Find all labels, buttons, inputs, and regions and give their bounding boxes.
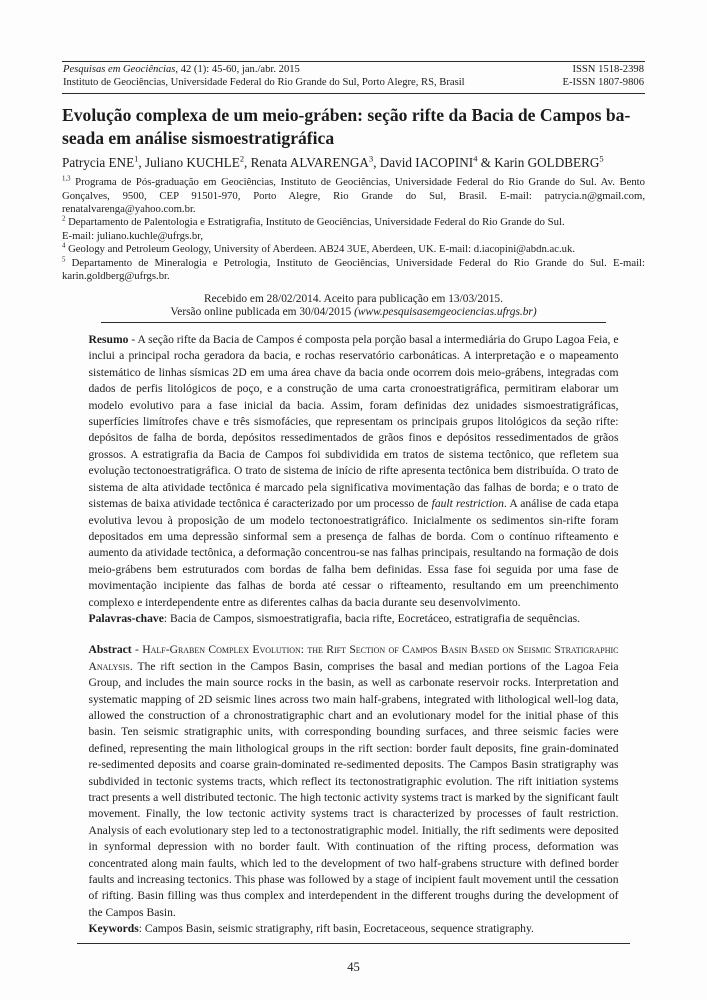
journal-url: (www.pesquisasemgeociencias.ufrgs.br) xyxy=(354,306,537,319)
journal-issue-info: , 42 (1): 45-60, jan./abr. 2015 xyxy=(175,64,300,75)
journal-header-left xyxy=(63,64,465,89)
journal-citation xyxy=(63,64,465,77)
author: Karin GOLDBERG$^5$ xyxy=(494,153,604,171)
journal-header xyxy=(62,61,645,94)
affiliations xyxy=(62,176,645,283)
article-title-line2: seada em análise sismoestratigráfica xyxy=(62,127,335,148)
article-title xyxy=(62,104,645,149)
affiliation: $^4$ Geology and Petroleum Geology, University of Aberdeen. AB24 3UE, Aberdeen, UK. E-mail: d.iacopini@abdn.ac.uk. xyxy=(62,242,575,256)
affiliation: $^{1,3}$ Programa de Pós-graduação em Geociências, Instituto de Geociências, Universidade Federal do Rio Grande do Sul. Av. Bento Gonçalves, 9500, CEP 91501-970, Porto Alegre, Rio Grande do Sul, Brasil. E-mail: patrycia.n@gmail.com, renatalvarenga@yahoo.com.br. xyxy=(62,175,645,215)
keywords-label: Keywords xyxy=(88,922,139,936)
resumo-italic-term: fault restriction xyxy=(431,497,504,511)
abstract-paragraph: Abstract - Half-Graben Complex Evolution: the Rift Section of Campos Basin Based on Seismic Stratigraphic Analysis. The rift section in the Campos Basin, comprises the basal and median portions of the Lagoa Feia Group, and includes the main source rocks in the basin, as well as carbonate reservoir rocks. Interpretation and systematic mapping of 2D seismic lines across two main half-grabens, integrated with lithological well-log data, allowed the construction of a chronostratigraphic chart and an evolutionary model for the initial phase of this basin. Ten seismic stratigraphic units, with corresponding bounding surfaces, and three seismic facies were defined, representing the main lithological groups in the rift section: border fault deposits, fine grain-dominated re-sedimented deposits and coarse grain-dominated re-sedimented deposits. The Campos Basin stratigraphy was subdivided in tectonic systems tracts, which reflect its tectonostratigraphic evolution. The rift initiation systems tract presents a well distributed tectonic. The high tectonic activity systems tract is marked by the significant fault movement. Finally, the low tectonic activity systems tract is characterized by processes of fault restriction. Analysis of each evolutionary step led to a tectonostratigraphic model. Initially, the rift sediments were deposited in synformal depression with no border fault. With continuation of the rifting process, deformation was concentrated along main faults, which led to the development of two half-grabens structure with defined border faults and increasing tectonics. This phase was followed by a stage of incipient fault movement until the cessation of rifting. Basin filling was thus complex and interdependent in the different troughs during the development of the Campos Basin. xyxy=(88,643,619,919)
affiliation-email-line: E-mail: juliano.kuchle@ufrgs.br, xyxy=(62,229,203,242)
issn: ISSN 1518-2398 xyxy=(572,64,644,75)
author: Juliano KUCHLE$^2$, xyxy=(144,153,251,171)
journal-header-right xyxy=(562,64,644,89)
author: Renata ALVARENGA$^3$, xyxy=(250,153,380,171)
abstract-block xyxy=(89,332,619,938)
divider-rule-top xyxy=(101,322,606,323)
authors-line xyxy=(62,155,645,171)
eissn: E-ISSN 1807-9806 xyxy=(562,76,644,88)
resumo-paragraph: Resumo - A seção rifte da Bacia de Campos é composta pela porção basal a intermediária do Grupo Lagoa Feia, e inclui a principal rocha geradora da bacia, e rochas reservatório carbonáticas. A interpretação e o mapeamento sistemático de linhas sísmicas 2D em uma área chave da bacia onde ocorrem dois meio-grábens, integradas com dados de perfis litológicos de poço, e a construção de uma carta cronoestratigráfica, permitiram elaborar um modelo evolutivo para a fase inicial da bacia. Assim, foram definidas dez unidades sismoestratigráficas, superfícies limítrofes chave e três sismofácies, que representam os principais grupos litológicos da seção rifte: depósitos de falha de borda, depósitos ressedimentados de grãos finos e depósitos ressedimentados de grãos grossos. A estratigrafia da Bacia de Campos foi subdividida em tratos de sistema tectônico, que refletem sua evolução tectonoestratigráfica. O trato de sistema de início de rifte apresenta tectônica bem distribuída. O trato de sistema de alta atividade tectônica é marcado pela significativa movimentação das falhas de borda; e o trato de sistemas de baixa atividade tectônica é caracterizado por um processo de fault restriction. A análise de cada etapa evolutiva levou à proposição de um modelo tectonoestratigráfico. Inicialmente os sedimentos sin-rifte foram depositados em uma depressão sinformal sem a presença de falhas de borda. Com o contínuo rifteamento e aumento da atividade tectônica, a deformação concentrou-se nas falhas principais, resultando na formação de dois meio-grábens bem estruturados com bordas de falha bem definidas. Essa fase foi seguida por uma fase de movimentação incipiente das falhas de borda até cessar o rifteamento, resultando em um preenchimento complexo e interdependente entre as diferentes calhas da bacia durante seu desenvolvimento. xyxy=(88,333,619,609)
resumo-label: Resumo xyxy=(88,333,129,347)
author-affiliation-sup: 3 xyxy=(368,153,374,164)
palavras-chave-line: Palavras-chave: Bacia de Campos, sismoestratigrafia, bacia rifte, Eocretáceo, estratigrafia de sequências. xyxy=(88,611,581,625)
journal-name: Pesquisas em Geociências xyxy=(63,64,176,75)
author-affiliation-sup: 1 xyxy=(134,153,139,164)
article-title-line1: Evolução complexa de um meio-gráben: seção rifte da Bacia de Campos ba- xyxy=(62,105,631,126)
received-dates xyxy=(0,293,707,319)
author-affiliation-sup: 2 xyxy=(239,153,245,164)
author: David IACOPINI$^4$ & xyxy=(379,153,495,171)
author: Patrycia ENE$^1$, xyxy=(62,153,145,171)
affiliation: $^2$ Departamento de Palentologia e Estratigrafia, Instituto de Geociências, Universidade Federal do Rio Grande do Sul. xyxy=(62,215,565,229)
author-affiliation-sup: 5 xyxy=(599,153,604,164)
divider-rule-bottom xyxy=(77,943,630,944)
palavras-chave-label: Palavras-chave xyxy=(88,611,164,625)
keywords-line: Keywords: Campos Basin, seismic stratigraphy, rift basin, Eocretaceous, sequence stratigraphy. xyxy=(88,922,534,936)
author-affiliation-sup: 4 xyxy=(473,153,478,164)
affiliation: $^5$ Departamento de Mineralogia e Petrologia, Instituto de Geociências, Universidade Federal do Rio Grande do Sul. E-mail: karin.goldberg@ufrgs.br. xyxy=(62,256,645,283)
received-line2: Versão online publicada em 30/04/2015 (www.pesquisasemgeociencias.ufrgs.br) xyxy=(170,306,537,319)
page-number: 45 xyxy=(347,959,360,974)
abstract-smallcaps-title: - Half-Graben Complex Evolution: the Rift Section of Campos Basin Based on Seismic Stratigraphic Analysis. xyxy=(88,643,619,673)
received-line1: Recebido em 28/02/2014. Aceito para publicação em 13/03/2015. xyxy=(204,293,503,306)
journal-institute: Instituto de Geociências, Universidade Federal do Rio Grande do Sul, Porto Alegre, RS, Brasil xyxy=(63,76,465,88)
abstract-label: Abstract xyxy=(88,643,132,657)
